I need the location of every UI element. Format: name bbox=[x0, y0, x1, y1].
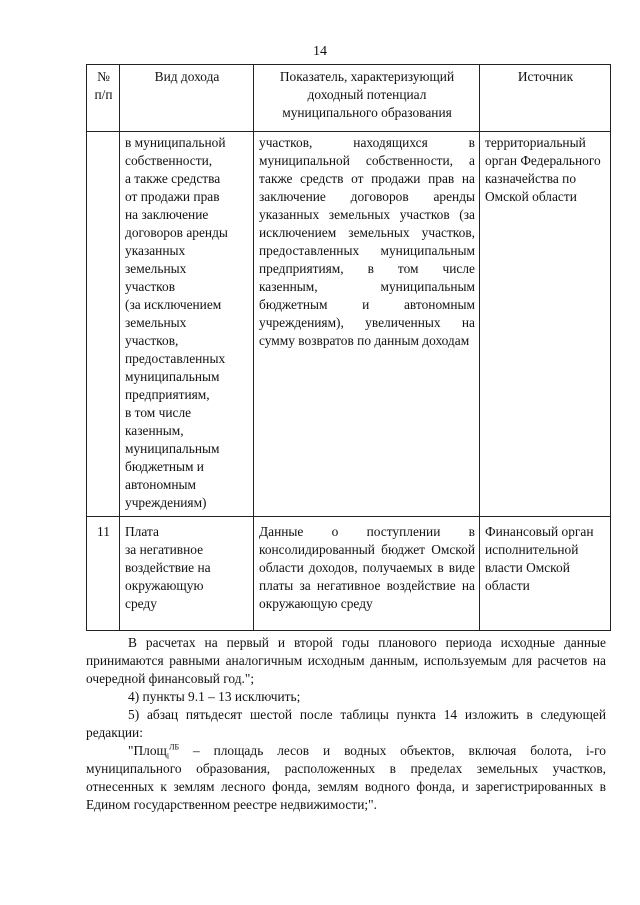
term-superscript: ЛБ bbox=[169, 742, 180, 752]
income-line: воздействие на bbox=[125, 560, 211, 575]
source-cell: Финансовый орган исполнительной власти Омской области bbox=[480, 517, 611, 631]
header-indicator: Показатель, характеризующий доходный потенциал муниципального образования bbox=[254, 65, 480, 132]
table-row bbox=[87, 132, 611, 517]
row-number: 11 bbox=[87, 517, 120, 631]
income-line: окружающую bbox=[125, 578, 204, 593]
income-line: участков bbox=[125, 279, 176, 294]
income-line: договоров аренды bbox=[125, 225, 228, 240]
income-line: а также средства bbox=[125, 171, 221, 186]
income-line: (за исключением bbox=[125, 297, 222, 312]
income-line: от продажи прав bbox=[125, 189, 220, 204]
body-text bbox=[86, 634, 606, 814]
paragraph: 5) абзац пятьдесят шестой после таблицы пункта 14 изложить в следующей редакции: bbox=[86, 707, 606, 740]
page-number: 14 bbox=[313, 44, 327, 59]
income-line: в муниципальной bbox=[125, 135, 226, 150]
term: "Площ bbox=[128, 743, 167, 758]
indicator-cell: участков, находящихся в муниципальной собственности, а также средств от продажи прав на заключение договоров аренды указанных земельных участков (за исключением земельных участков, предоставленных муниципальным предприятиям, в том числе казенным, муниципальным бюджетным и автономным учреждениям), увеличенных на сумму возвратов по данным доходам bbox=[254, 132, 480, 517]
income-line: земельных bbox=[125, 315, 187, 330]
income-line: Плата bbox=[125, 524, 159, 539]
income-line: автономным bbox=[125, 477, 197, 492]
paragraph-definition bbox=[86, 742, 606, 814]
definition-text: – площадь лесов и водных объектов, включая болота, i-го муниципального образования, расположенных в пределах земельных участков, отнесенных к землям лесного фонда, землям водного фонда, и зарегистрированных в Едином государственном реестре недвижимости;". bbox=[86, 743, 606, 812]
row-number bbox=[87, 132, 120, 517]
income-line: в том числе bbox=[125, 405, 192, 420]
income-line: бюджетным и bbox=[125, 459, 204, 474]
table-row bbox=[87, 517, 611, 631]
income-line: участков, bbox=[125, 333, 179, 348]
term-subscript: i bbox=[166, 751, 170, 761]
table-header-row bbox=[87, 65, 611, 132]
income-line: за негативное bbox=[125, 542, 204, 557]
header-income-type: Вид дохода bbox=[120, 65, 254, 132]
header-number: № п/п bbox=[87, 65, 120, 132]
income-line: на заключение bbox=[125, 207, 209, 222]
income-type-cell bbox=[120, 517, 254, 631]
income-line: предприятиям, bbox=[125, 387, 210, 402]
income-line: собственности, bbox=[125, 153, 213, 168]
income-line: муниципальным bbox=[125, 369, 220, 384]
income-line: земельных bbox=[125, 261, 187, 276]
income-line: учреждениям) bbox=[125, 495, 207, 510]
income-table bbox=[86, 64, 611, 631]
indicator-cell: Данные о поступлении в консолидированный бюджет Омской области доходов, получаемых в виде платы за негативное воздействие на окружающую среду bbox=[254, 517, 480, 631]
source-cell: территориальный орган Федерального казначейства по Омской области bbox=[480, 132, 611, 517]
header-source: Источник bbox=[480, 65, 611, 132]
income-type-cell bbox=[120, 132, 254, 517]
income-line: среду bbox=[125, 596, 157, 611]
paragraph: 4) пункты 9.1 – 13 исключить; bbox=[128, 689, 301, 704]
income-line: муниципальным bbox=[125, 441, 220, 456]
income-line: предоставленных bbox=[125, 351, 226, 366]
income-line: казенным, bbox=[125, 423, 184, 438]
paragraph: В расчетах на первый и второй годы планового периода исходные данные принимаются равными аналогичным исходным данным, используемым для расчетов на очередной финансовый год."; bbox=[86, 635, 606, 686]
income-line: указанных bbox=[125, 243, 186, 258]
